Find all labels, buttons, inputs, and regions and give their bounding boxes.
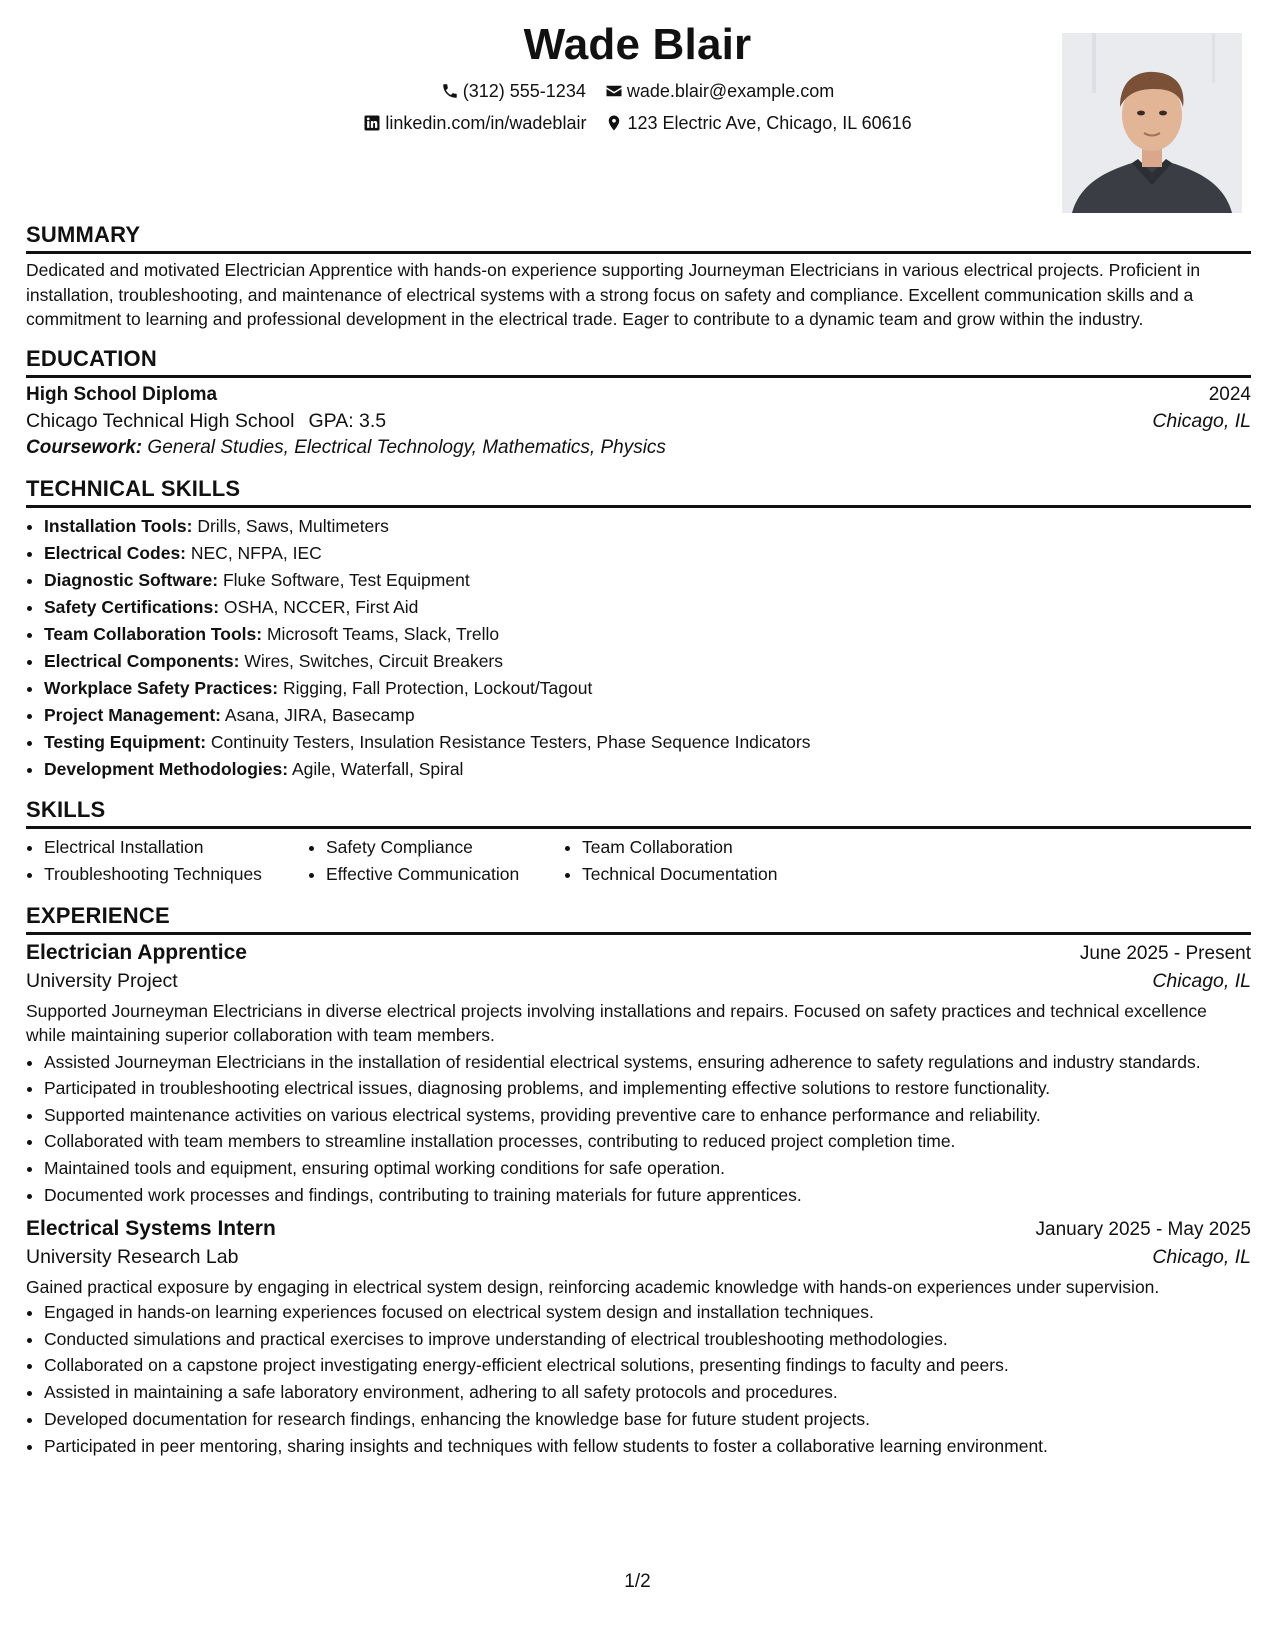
list-item: • Engaged in hands-on learning experiences focused on electrical system design and installation techniques. xyxy=(44,1299,1251,1326)
list-item: • Conducted simulations and practical exercises to improve understanding of electrical troubleshooting methodologies. xyxy=(44,1326,1251,1353)
experience-section xyxy=(26,903,1251,1460)
skill-category-value: Rigging, Fall Protection, Lockout/Tagout xyxy=(282,677,593,698)
list-item xyxy=(44,648,1251,675)
list-item: • Assisted in maintaining a safe laboratory environment, adhering to all safety protocols and procedures. xyxy=(44,1379,1251,1406)
job-bullets xyxy=(26,1299,1251,1459)
summary-section xyxy=(26,222,1251,332)
job-location: Chicago, IL xyxy=(1152,1245,1251,1268)
education-row-school xyxy=(26,410,1251,433)
skill-category-value: Agile, Waterfall, Spiral xyxy=(291,758,464,779)
list-item: • Technical Documentation xyxy=(582,861,778,889)
experience-entry xyxy=(26,1217,1251,1460)
skill-category-value: Fluke Software, Test Equipment xyxy=(222,569,470,590)
job-summary: Supported Journeyman Electricians in diverse electrical projects involving installations and repairs. Focused on safety practices and technical excellence while maintaining superior collaboration with team members. xyxy=(26,1000,1207,1045)
skill-category-label: Installation Tools: xyxy=(44,515,193,536)
resume-body xyxy=(26,222,1251,1459)
resume-header xyxy=(0,0,1275,215)
list-item: • Troubleshooting Techniques xyxy=(44,861,308,889)
address-text: 123 Electric Ave, Chicago, IL 60616 xyxy=(627,112,912,133)
section-title-education: EDUCATION xyxy=(26,346,1251,378)
skills-section xyxy=(26,797,1251,889)
job-organization: University Project xyxy=(26,969,178,992)
skill-category-label: Team Collaboration Tools: xyxy=(44,623,263,644)
list-item: • Collaborated on a capstone project investigating energy-efficient electrical solutions, presenting findings to faculty and peers. xyxy=(44,1352,1251,1379)
skill-category-value: Microsoft Teams, Slack, Trello xyxy=(266,623,500,644)
list-item: • Team Collaboration xyxy=(582,834,778,862)
job-location: Chicago, IL xyxy=(1152,969,1251,992)
job-header-row xyxy=(26,1217,1251,1241)
list-item: • Safety Compliance xyxy=(326,834,564,862)
contact-linkedin[interactable] xyxy=(363,113,586,134)
list-item: • Documented work processes and findings, contributing to training materials for future apprentices. xyxy=(44,1182,1251,1209)
skill-category-label: Electrical Codes: xyxy=(44,542,186,563)
education-row-degree xyxy=(26,384,1251,406)
list-item xyxy=(44,675,1251,702)
technical-skills-section xyxy=(26,476,1251,783)
contact-phone xyxy=(441,81,586,102)
list-item xyxy=(44,540,1251,567)
map-pin-icon xyxy=(605,114,623,132)
list-item: • Electrical Installation xyxy=(44,834,308,862)
skills-grid xyxy=(26,834,1251,889)
skill-category-value: NEC, NFPA, IEC xyxy=(190,542,322,563)
contact-email[interactable] xyxy=(605,81,834,102)
list-item: • Developed documentation for research findings, enhancing the knowledge base for future student projects. xyxy=(44,1406,1251,1433)
skill-category-label: Testing Equipment: xyxy=(44,731,207,752)
list-item: • Collaborated with team members to streamline installation processes, contributing to reduced project completion time. xyxy=(44,1128,1251,1155)
contact-address xyxy=(605,113,911,134)
education-section xyxy=(26,346,1251,459)
section-title-skills: SKILLS xyxy=(26,797,1251,829)
education-coursework xyxy=(26,437,1251,459)
coursework-list: General Studies, Electrical Technology, Mathematics, Physics xyxy=(147,436,666,458)
job-org-row xyxy=(26,970,1251,993)
skill-category-value: Asana, JIRA, Basecamp xyxy=(224,704,415,725)
list-item: • Participated in troubleshooting electrical issues, diagnosing problems, and implementing effective solutions to restore functionality. xyxy=(44,1075,1251,1102)
section-title-experience: EXPERIENCE xyxy=(26,903,1251,935)
coursework-label: Coursework: xyxy=(26,436,143,458)
education-school-line xyxy=(26,410,386,433)
education-location: Chicago, IL xyxy=(1152,409,1251,432)
envelope-icon xyxy=(605,82,623,100)
job-dates: January 2025 - May 2025 xyxy=(1035,1218,1251,1240)
list-item: • Maintained tools and equipment, ensuring optimal working conditions for safe operation. xyxy=(44,1155,1251,1182)
job-title: Electrician Apprentice xyxy=(26,940,247,964)
linkedin-link[interactable]: linkedin.com/in/wadeblair xyxy=(385,112,587,133)
technical-skills-list xyxy=(26,513,1251,783)
list-item: • Effective Communication xyxy=(326,861,564,889)
job-summary: Gained practical exposure by engaging in electrical system design, reinforcing academic knowledge with hands-on experiences under supervision. xyxy=(26,1276,1160,1297)
list-item: • Supported maintenance activities on various electrical systems, providing preventive care to enhance performance and reliability. xyxy=(44,1102,1251,1129)
list-item: • Assisted Journeyman Electricians in the installation of residential electrical systems, ensuring adherence to safety regulations and industry standards. xyxy=(44,1050,1251,1075)
list-item: • Participated in peer mentoring, sharing insights and techniques with fellow students to foster a collaborative learning environment. xyxy=(44,1433,1251,1460)
education-school: Chicago Technical High School xyxy=(26,409,295,432)
list-item xyxy=(44,594,1251,621)
job-header-row xyxy=(26,941,1251,965)
skill-category-value: Drills, Saws, Multimeters xyxy=(197,515,389,536)
education-degree: High School Diploma xyxy=(26,383,218,405)
skills-column-2 xyxy=(308,834,564,889)
linkedin-icon xyxy=(363,114,381,132)
education-year: 2024 xyxy=(1208,383,1251,405)
skill-category-value: Continuity Testers, Insulation Resistance Testers, Phase Sequence Indicators xyxy=(210,731,811,752)
candidate-name: Wade Blair xyxy=(523,20,752,69)
section-title-summary: SUMMARY xyxy=(26,222,1251,254)
job-org-row xyxy=(26,1246,1251,1269)
phone-text: (312) 555-1234 xyxy=(462,80,586,101)
skill-category-label: Electrical Components: xyxy=(44,650,240,671)
skill-category-label: Project Management: xyxy=(44,704,221,725)
skills-column-1 xyxy=(26,834,308,889)
experience-entry xyxy=(26,941,1251,1209)
section-title-technical-skills: TECHNICAL SKILLS xyxy=(26,476,1251,508)
job-bullets xyxy=(26,1050,1251,1209)
job-title: Electrical Systems Intern xyxy=(26,1216,276,1240)
education-gpa: GPA: 3.5 xyxy=(308,409,387,432)
skill-category-value: Wires, Switches, Circuit Breakers xyxy=(244,650,504,671)
skill-category-label: Safety Certifications: xyxy=(44,596,220,617)
summary-text: Dedicated and motivated Electrician Apprentice with hands-on experience supporting Journeyman Electricians in various electrical projects. Proficient in installation, troubleshooting, and maintenance of electrical systems with a strong focus on safety and compliance. Excellent communication skills and a commitment to learning and professional development in the electrical trade. Eager to contribute to a dynamic team and grow within the industry. xyxy=(26,260,1201,329)
page-number: 1/2 xyxy=(624,1571,651,1592)
list-item xyxy=(44,702,1251,729)
list-item xyxy=(44,513,1251,540)
skill-category-label: Development Methodologies: xyxy=(44,758,289,779)
profile-photo xyxy=(1062,33,1242,213)
list-item xyxy=(44,567,1251,594)
phone-icon xyxy=(441,82,459,100)
list-item xyxy=(44,729,1251,756)
job-dates: June 2025 - Present xyxy=(1079,942,1251,964)
job-organization: University Research Lab xyxy=(26,1245,239,1268)
skill-category-label: Workplace Safety Practices: xyxy=(44,677,279,698)
list-item xyxy=(44,756,1251,783)
skill-category-value: OSHA, NCCER, First Aid xyxy=(223,596,419,617)
skill-category-label: Diagnostic Software: xyxy=(44,569,219,590)
email-link[interactable]: wade.blair@example.com xyxy=(626,80,835,101)
list-item xyxy=(44,621,1251,648)
skills-column-3 xyxy=(564,834,778,889)
